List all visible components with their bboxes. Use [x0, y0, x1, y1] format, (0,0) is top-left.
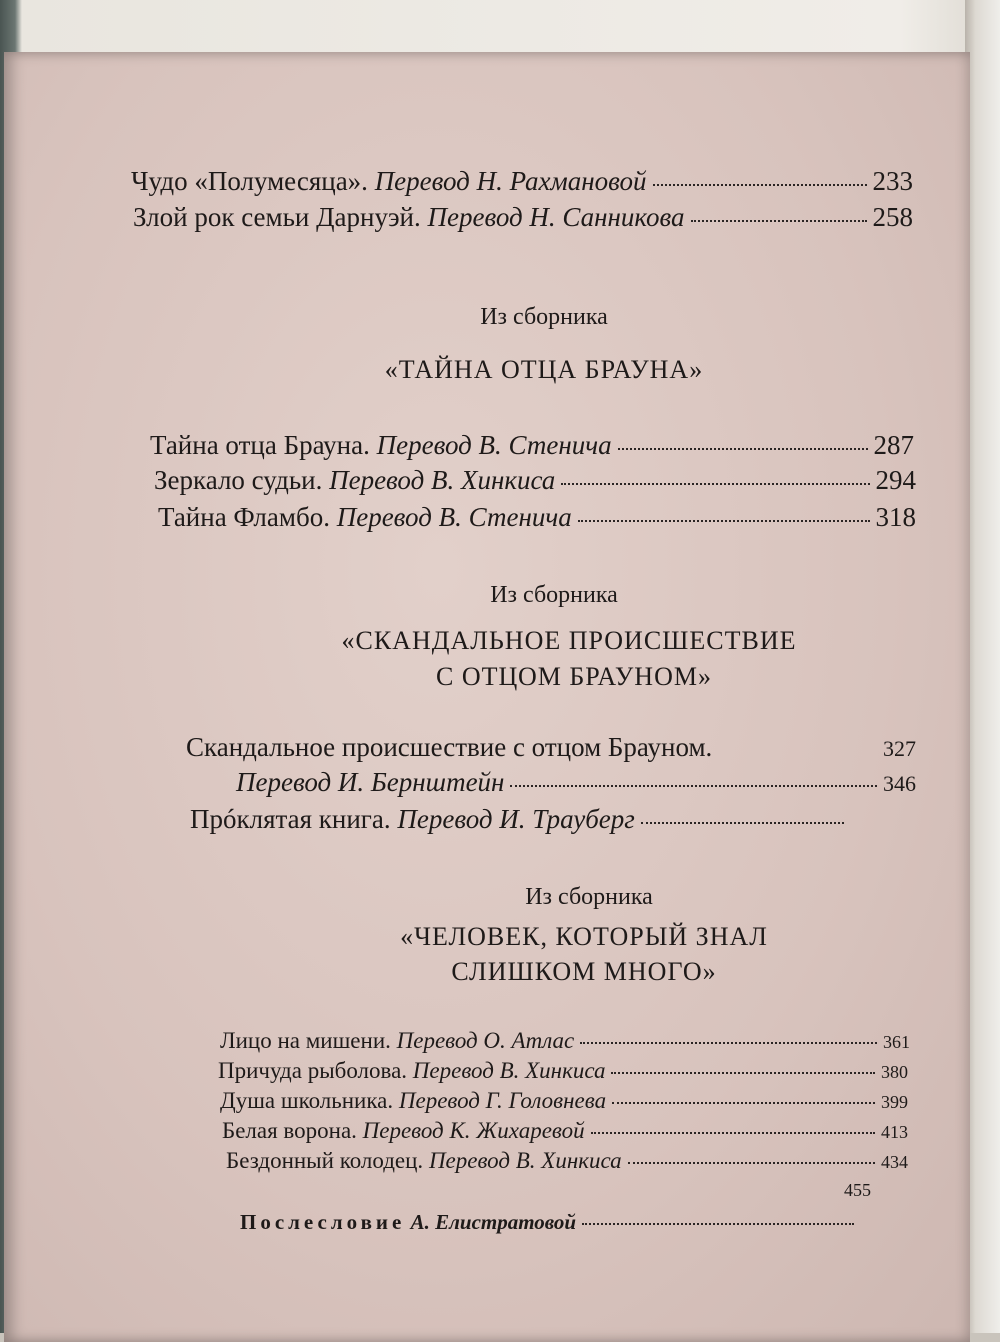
section-title-line1: «СКАНДАЛЬНОЕ ПРОИСШЕСТВИЕ: [341, 626, 797, 655]
page-number: 233: [872, 166, 913, 196]
dot-leader: [653, 184, 867, 186]
page-number: 327: [883, 736, 916, 761]
entry-title: Причуда рыболова.: [218, 1058, 408, 1083]
entry-title: Белая ворона.: [222, 1118, 357, 1143]
toc-entry: [236, 767, 916, 798]
toc-entry: [154, 465, 916, 496]
dot-leader: [510, 785, 877, 787]
page-number: 455: [844, 1180, 871, 1200]
dot-leader: [580, 1042, 877, 1044]
entry-translator: Перевод В. Стенича: [376, 430, 612, 460]
entry-title: Злой рок семьи Дарнуэй.: [133, 202, 421, 232]
entry-title: Чудо «Полумесяца».: [131, 166, 368, 196]
entry-title: Скандальное происшествие с отцом Брауном.: [186, 732, 713, 762]
toc-entry-afterword: [240, 1210, 860, 1235]
page-number: 294: [875, 465, 916, 495]
toc-entry: [186, 732, 916, 763]
toc-entry: [220, 1028, 910, 1054]
entry-title: Зеркало судьи.: [154, 465, 323, 495]
page-number: 380: [881, 1062, 908, 1082]
afterword-title: Послесловие: [240, 1210, 406, 1234]
section-title-line2: С ОТЦОМ БРАУНОМ»: [436, 662, 712, 691]
dot-leader: [641, 822, 844, 824]
dot-leader: [611, 1072, 875, 1074]
entry-translator: Перевод Н. Санникова: [427, 202, 685, 232]
toc-entry: [844, 1180, 904, 1201]
entry-translator: Перевод К. Жихаревой: [362, 1118, 585, 1143]
page-number: 434: [881, 1152, 908, 1172]
toc-entry: [133, 202, 913, 233]
toc-entry: [220, 1088, 908, 1114]
entry-title: Бездонный колодец.: [226, 1148, 424, 1173]
entry-translator: Перевод В. Хинкиса: [428, 1148, 622, 1173]
toc-entry: [222, 1118, 908, 1144]
entry-translator: Перевод В. Хинкиса: [329, 465, 556, 495]
dot-leader: [582, 1223, 854, 1225]
entry-title: Лицо на мишени.: [220, 1028, 391, 1053]
section-title: «ТАЙНА ОТЦА БРАУНА»: [384, 355, 704, 384]
page-number: 413: [881, 1122, 908, 1142]
section-title-line2: СЛИШКОМ МНОГО»: [451, 957, 717, 986]
page-number: 399: [881, 1092, 908, 1112]
dot-leader: [612, 1102, 875, 1104]
page-number: 346: [883, 771, 916, 796]
toc-entry: [158, 502, 916, 533]
toc-entry: [190, 804, 850, 835]
dot-leader: [591, 1132, 875, 1134]
book-page: [4, 52, 970, 1342]
toc-entry: [226, 1148, 908, 1174]
dot-leader: [628, 1162, 875, 1164]
entry-translator: Перевод Н. Рахмановой: [374, 166, 647, 196]
afterword-author: А. Елистратовой: [410, 1210, 577, 1234]
dot-leader: [618, 448, 868, 450]
entry-translator: Перевод Г. Головнева: [398, 1088, 607, 1113]
dot-leader: [691, 220, 867, 222]
entry-translator: Перевод В. Стенича: [336, 502, 572, 532]
entry-translator: Перевод О. Атлас: [396, 1028, 575, 1053]
page-number: 287: [873, 430, 914, 460]
toc-entry: [150, 430, 914, 461]
section-label: Из сборника: [525, 884, 653, 910]
entry-title: Душа школьника.: [220, 1088, 394, 1113]
entry-title: Тайна отца Брауна.: [150, 430, 370, 460]
page-number: 318: [875, 502, 916, 532]
entry-translator: Перевод И. Трауберг: [397, 804, 635, 834]
dot-leader: [578, 520, 870, 522]
entry-title: Прóклятая книга.: [190, 804, 391, 834]
section-label: Из сборника: [490, 582, 618, 608]
entry-title: Тайна Фламбо.: [158, 502, 330, 532]
dot-leader: [561, 483, 869, 485]
page-number: 258: [872, 202, 913, 232]
page-number: 361: [883, 1032, 910, 1052]
toc-entry: [218, 1058, 908, 1084]
entry-translator: Перевод И. Бернштейн: [236, 767, 505, 797]
section-label: Из сборника: [480, 304, 608, 330]
page-stack-edge: [965, 0, 1000, 1333]
section-title-line1: «ЧЕЛОВЕК, КОТОРЫЙ ЗНАЛ: [400, 922, 768, 951]
toc-entry: [131, 166, 913, 197]
entry-translator: Перевод В. Хинкиса: [412, 1058, 606, 1083]
